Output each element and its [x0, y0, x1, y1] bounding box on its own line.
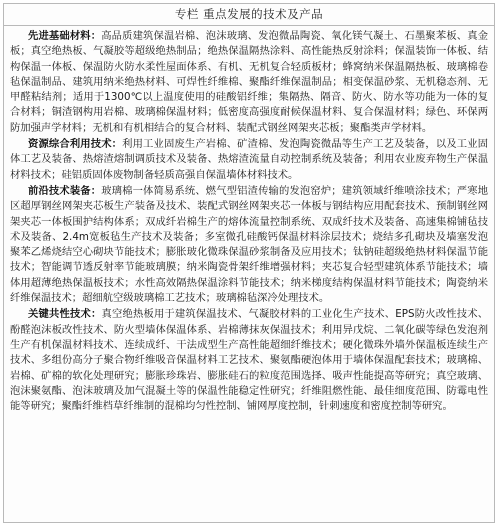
section-label: 前沿技术装备： — [28, 184, 102, 197]
section-label: 资源综合利用技术： — [28, 138, 123, 151]
section-advanced-materials — [10, 29, 488, 136]
section-label: 先进基础材料： — [28, 30, 102, 42]
box-title: 专栏 重点发展的技术及产品 — [4, 4, 494, 26]
feature-box — [3, 3, 495, 523]
section-text: 真空绝热板用于建筑保温技术、气凝胶材料的工业化生产技术、EPS防火改性技术、酚醛泡沫板改性技术、防火型墙体保温体系、岩棉薄抹灰保温技术；利用异戊烷、二氧化碳等绿色发泡剂生产有机保温材料技术、连续成纤、干法成型生产高性能超细纤维技术；硬化微珠外墙外保温板连续生产技术、多组份高分子聚合物纤维吸音保温材料工艺技术、聚氨酯硬泡体用于墙体保温配套技术；玻璃棉、岩棉、矿棉的软化处理研究；膨胀珍珠岩、膨胀硅石的粒度范围选择、吸声性能提高等研究；真空玻璃、泡沫聚氨酯、泡沫玻璃及加气混凝土等的保温性能稳定性研究；纤维阻燃性能、最佳细度范围、防霉电性能等研究；聚酯纤维档草纤维制的混棉均匀性控制、铺网厚度控制，针刺速度和密度控制等研究。 — [10, 308, 489, 413]
section-key-common-tech — [10, 307, 488, 414]
section-resource-utilization — [10, 137, 488, 183]
section-text: 玻璃棉一体简易系统、燃气型铝渣传输的发泡窑炉；建筑领域纤维喷涂技术；严寒地区超厚钢丝网架夹芯板生产装备及技术、装配式钢丝网架夹芯一体板与钢结构应用配套技术、预制钢丝网架夹芯一体板围护结构体系；双成纤岩棉生产的熔体流量控制系统、双成纤技术及装备、高速集棉铺毡技术及装备、2.4m宽板毡生产技术及装备；多室微孔硅酸钙保温材料涂层技术；烧结多孔砌块及墙塞发泡聚苯乙烯烧结空心砌块节能技术；膨胀玻化微珠保温砂浆制备及应用技术；钛钠硅超级绝热材料保温节能技术；智能调节透反射率节能玻璃膜；纳米陶瓷骨架纤维增强材料；夹芯复合轻型建筑体系节能技术；墙体用超薄绝热保温板技术；水性高效隔热保温涂料节能技术；纳米梯度结构保温材料节能技术；陶瓷纳米纤维保温技术；超细航空级玻璃棉工艺技术；玻璃棉毡深冷处理技术。 — [10, 184, 489, 305]
section-frontier-equipment — [10, 184, 488, 306]
box-content — [4, 26, 494, 414]
section-text: 高品质建筑保温岩棉、泡沫玻璃、发泡微晶陶瓷、氧化镁气凝土、石墨聚苯板、真金板；真空绝热板、气凝胶等超级绝热制品；绝热保温隔热涂料、高性能热反射涂料；保温装饰一体板、结构保温一体板、保温防火防水柔性屋面体系、有机、无机复合轻质板材；蜂窝纳米保温隔热板、玻璃棉卷毡保温制品、建筑用纳米绝热材料、可焊性纤维棉、聚酯纤维保温制品；相变保温砂浆、无机稳态剂、无甲醛粘结剂；适用于1300℃以上温度使用的硅酸铝纤维；集隔热、隔音、防火、防水等功能为一体的复合材料；铜渣钢构用岩棉、玻璃棉保温材料；低密度高强度耐候保温材料、复合保温材料；绿色、环保两防加强声学材料；无机和有机相结合的复合材料、装配式钢丝网架夹芯板；聚酯类声学材料。 — [10, 30, 489, 134]
section-label: 关键共性技术： — [28, 308, 102, 321]
section-text: 利用工业固废生产岩棉、矿渣棉、发泡陶瓷微晶等生产工艺及装备，以及工业固体工艺及装备、热熔渣熔制调质技术及装备、热熔渣流量自动控制系统及装备；利用农业废弃物生产保温材料技术；硅铝质固体废物制备轻质高强自保温墙体材料技术。 — [10, 138, 488, 181]
